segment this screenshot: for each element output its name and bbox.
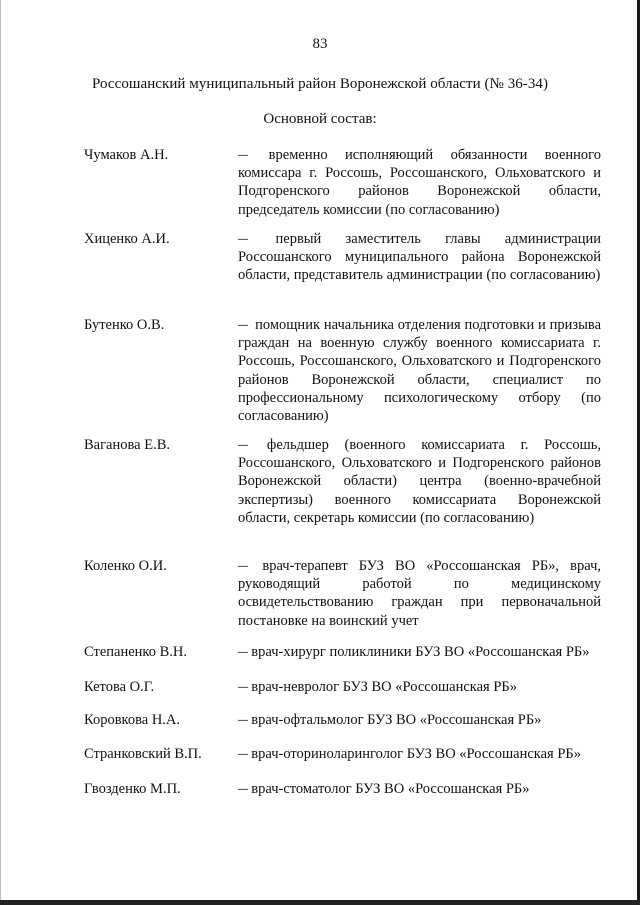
member-role-text: временно исполняющий обязанности военного комиссара г. Россошь, Россошанского, Ольховатского и Подгоренского районов Воронежской области, председатель комиссии (по согласованию) bbox=[238, 147, 602, 218]
member-name: Хиценко А.И. bbox=[84, 231, 170, 247]
dash-separator: – bbox=[238, 781, 248, 797]
member-name: Степаненко В.Н. bbox=[84, 644, 187, 660]
member-name: Странковский В.П. bbox=[84, 746, 202, 762]
member-role-text: врач-стоматолог БУЗ ВО «Россошанская РБ» bbox=[251, 781, 530, 797]
member-role bbox=[238, 678, 601, 696]
member-name: Гвозденко М.П. bbox=[84, 781, 181, 797]
member-name: Бутенко О.В. bbox=[84, 317, 165, 333]
member-role bbox=[238, 230, 601, 285]
member-name: Коровкова Н.А. bbox=[84, 712, 181, 728]
member-role bbox=[238, 436, 601, 527]
member-role-text: врач-невролог БУЗ ВО «Россошанская РБ» bbox=[251, 679, 517, 695]
member-role-text: врач-офтальмолог БУЗ ВО «Россошанская РБ» bbox=[251, 712, 542, 728]
dash-separator: – bbox=[238, 644, 248, 660]
document-title: Россошанский муниципальный район Воронежской области (№ 36-34) bbox=[91, 76, 548, 92]
dash-separator: – bbox=[238, 679, 248, 695]
member-role bbox=[238, 745, 601, 763]
dash-separator: – bbox=[238, 231, 248, 247]
member-role-text: помощник начальника отделения подготовки и призыва граждан на военную службу военного комиссариата г. Россошь, Россошанского, Ольховатского и Подгоренского районов Воронежской области, специалист по профессиональному психологическому отбору (по согласованию) bbox=[238, 317, 601, 425]
member-role-text: врач-терапевт БУЗ ВО «Россошанская РБ», врач, руководящий работой по медицинскому освидетельствованию граждан при первоначальной постановке на воинский учет bbox=[238, 558, 602, 629]
member-role-text: врач-оториноларинголог БУЗ ВО «Россошанская РБ» bbox=[251, 746, 581, 762]
member-role bbox=[238, 146, 601, 219]
member-name: Чумаков А.Н. bbox=[84, 147, 169, 163]
member-name: Кетова О.Г. bbox=[84, 679, 155, 695]
dash-separator: – bbox=[238, 746, 248, 762]
dash-separator: – bbox=[238, 558, 248, 574]
member-role bbox=[238, 711, 601, 729]
dash-separator: – bbox=[238, 437, 248, 453]
member-role bbox=[238, 780, 601, 798]
member-role-text: врач-хирург поликлиники БУЗ ВО «Россошанская РБ» bbox=[251, 644, 590, 660]
member-role bbox=[238, 557, 601, 630]
dash-separator: – bbox=[238, 712, 248, 728]
member-role-text: первый заместитель главы администрации Россошанского муниципального района Воронежской области, представитель администрации (по согласованию) bbox=[238, 231, 601, 284]
page-number: 83 bbox=[312, 36, 328, 52]
section-title: Основной состав: bbox=[263, 111, 377, 127]
member-name: Коленко О.И. bbox=[84, 558, 167, 574]
member-role-text: фельдшер (военного комиссариата г. Россошь, Россошанского, Ольховатского и Подгоренского районов Воронежской области) центра (военно-врачебной экспертизы) военного комиссариата Воронежской области, секретарь комиссии (по согласованию) bbox=[238, 437, 602, 526]
dash-separator: – bbox=[238, 317, 248, 333]
member-role bbox=[238, 316, 601, 425]
member-name: Ваганова Е.В. bbox=[84, 437, 170, 453]
member-role bbox=[238, 643, 601, 661]
dash-separator: – bbox=[238, 147, 248, 163]
